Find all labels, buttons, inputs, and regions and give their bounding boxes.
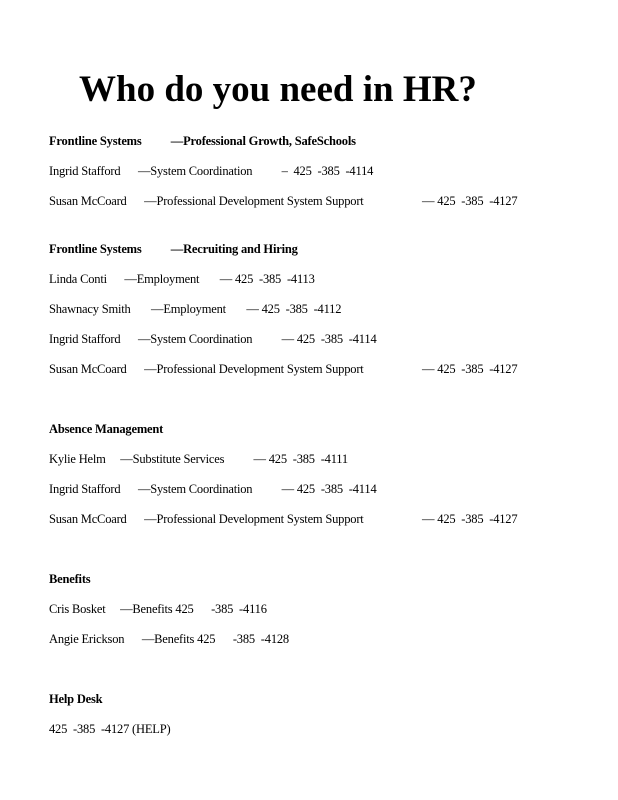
- section-heading-benefits: Benefits: [49, 572, 91, 586]
- contact-row-cris-bosket: Cris Bosket —Benefits 425 -385 -4116: [49, 602, 267, 616]
- section-heading-frontline-recruiting: Frontline Systems —Recruiting and Hiring: [49, 242, 298, 256]
- page-title: Who do you need in HR?: [79, 69, 477, 110]
- contact-row-kylie-helm: Kylie Helm —Substitute Services — 425 -385 -4111: [49, 452, 348, 466]
- contact-row-shawnacy-smith: Shawnacy Smith —Employment — 425 -385 -4112: [49, 302, 342, 316]
- contact-row-ingrid-stafford: Ingrid Stafford —System Coordination — 425 -385 -4114: [49, 332, 377, 346]
- contact-row-angie-erickson: Angie Erickson —Benefits 425 -385 -4128: [49, 632, 289, 646]
- contact-row-susan-mccoard: Susan McCoard —Professional Development System Support — 425 -385 -4127: [49, 512, 518, 526]
- section-heading-help-desk: Help Desk: [49, 692, 103, 706]
- section-heading-absence-management: Absence Management: [49, 422, 164, 436]
- contact-row-susan-mccoard: Susan McCoard —Professional Development System Support — 425 -385 -4127: [49, 194, 518, 208]
- contact-row-ingrid-stafford: Ingrid Stafford —System Coordination — 425 -385 -4114: [49, 482, 377, 496]
- contact-row-ingrid-stafford: Ingrid Stafford —System Coordination – 425 -385 -4114: [49, 164, 374, 178]
- section-heading-frontline-growth: Frontline Systems —Professional Growth, SafeSchools: [49, 134, 356, 148]
- contact-row-help-desk: 425 -385 -4127 (HELP): [49, 722, 171, 736]
- contact-row-susan-mccoard: Susan McCoard —Professional Development System Support — 425 -385 -4127: [49, 362, 518, 376]
- contact-row-linda-conti: Linda Conti —Employment — 425 -385 -4113: [49, 272, 315, 286]
